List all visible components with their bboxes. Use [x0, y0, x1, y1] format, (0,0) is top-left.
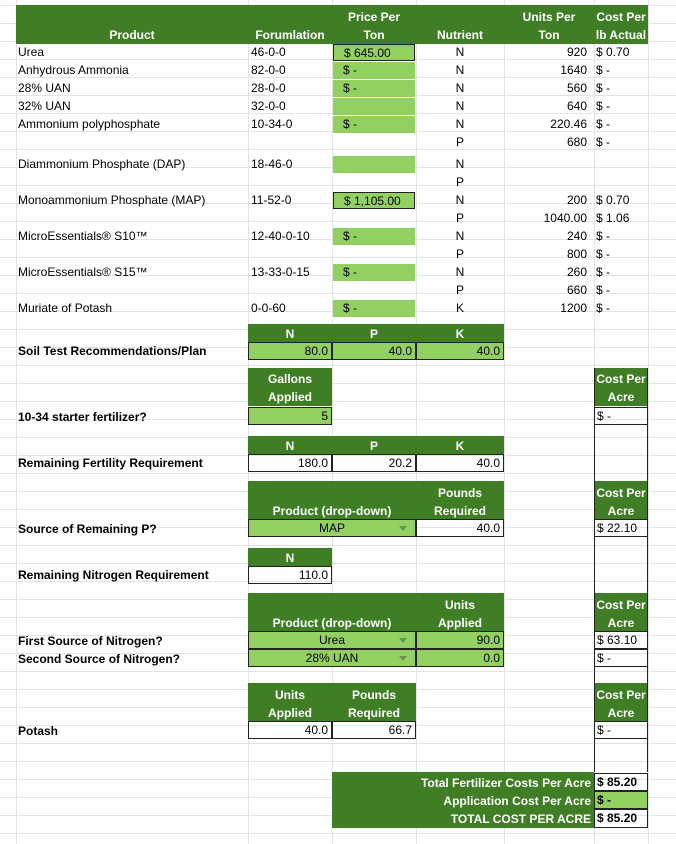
app-cost-input[interactable]: $ - [594, 791, 648, 809]
grid-row-line [0, 383, 676, 384]
product-units: 260 [566, 265, 587, 279]
product-units: 1640 [560, 63, 587, 77]
rem-n-label: Remaining Nitrogen Requirement [18, 568, 209, 582]
potash-cost-1: Cost Per [596, 688, 646, 702]
header-price-2: Ton [363, 28, 385, 42]
product-name: MicroEssentials® S15™ [18, 265, 148, 279]
starter-cost-2: Acre [607, 390, 635, 404]
product-cost: $ - [596, 283, 611, 297]
grid-col-line [16, 0, 17, 844]
product-name: MicroEssentials® S10™ [18, 229, 148, 243]
total-fert-value: $ 85.20 [594, 773, 648, 791]
product-formulation: 13-33-0-15 [251, 265, 310, 279]
product-nutrient: P [455, 175, 464, 189]
source-p-pounds-value: 40.0 [416, 519, 504, 537]
grid-row-line [0, 761, 676, 762]
product-price-input[interactable]: $ - [333, 228, 415, 245]
remaining-p-value: 20.2 [332, 454, 416, 472]
product-name: Ammonium polyphosphate [18, 117, 161, 131]
product-name: Anhydrous Ammonia [18, 63, 129, 77]
source-p-cost-value: $ 22.10 [594, 519, 648, 537]
starter-gallons-2: Applied [268, 390, 312, 404]
product-formulation: 46-0-0 [251, 45, 286, 59]
product-cost: $ - [596, 117, 611, 131]
product-nutrient: N [455, 157, 465, 171]
product-formulation: 10-34-0 [251, 117, 293, 131]
nitrogen-units-1: Units [445, 598, 475, 612]
potash-cost-2: Acre [607, 706, 635, 720]
second-n-cost-value: $ - [594, 649, 648, 667]
grid-col-line [648, 0, 649, 844]
product-nutrient: P [455, 135, 464, 149]
product-cost: $ - [596, 301, 611, 315]
starter-gallons-input[interactable]: 5 [248, 407, 332, 425]
product-units: 1200 [560, 301, 587, 315]
product-nutrient: N [455, 63, 465, 77]
total-cost-value: $ 85.20 [594, 809, 648, 828]
starter-cost-1: Cost Per [596, 372, 646, 386]
header-nutrient: Nutrient [437, 28, 483, 42]
second-n-label: Second Source of Nitrogen? [18, 652, 181, 666]
product-units: 920 [566, 45, 587, 59]
first-n-label: First Source of Nitrogen? [18, 634, 163, 648]
product-cost: $ 0.70 [596, 193, 630, 207]
header-units-2: Ton [538, 28, 560, 42]
product-nutrient: K [455, 301, 464, 315]
product-nutrient: N [455, 265, 465, 279]
product-nutrient: N [455, 99, 465, 113]
source-p-label: Source of Remaining P? [18, 522, 157, 536]
nitrogen-cost-1: Cost Per [596, 598, 646, 612]
product-cost: $ 0.70 [596, 45, 630, 59]
second-n-units-input[interactable]: 0.0 [416, 649, 504, 667]
soil-p-header: P [369, 327, 378, 341]
total-fert-label: Total Fertilizer Costs Per Acre [420, 776, 591, 790]
nitrogen-cost-2: Acre [607, 616, 635, 630]
product-nutrient: N [455, 229, 465, 243]
grid-row-line [0, 365, 676, 366]
starter-label: 10-34 starter fertilizer? [18, 410, 147, 424]
source-p-product-header: Product (drop-down) [272, 504, 392, 518]
product-price-input[interactable]: $ - [333, 116, 415, 133]
potash-pounds-2: Required [347, 706, 400, 720]
source-p-pounds-1: Pounds [438, 486, 482, 500]
product-price-input[interactable]: $ - [333, 264, 415, 281]
product-units: 800 [566, 247, 587, 261]
product-price-input[interactable]: $ 645.00 [333, 44, 415, 61]
header-units-1: Units Per [522, 10, 576, 24]
soil-k-input[interactable]: 40.0 [416, 342, 504, 360]
product-units: 680 [566, 135, 587, 149]
product-name: Monoammonium Phosphate (MAP) [18, 193, 206, 207]
nitrogen-units-2: Applied [438, 616, 482, 630]
product-units: 560 [566, 81, 587, 95]
product-nutrient: N [455, 81, 465, 95]
product-cost: $ - [596, 229, 611, 243]
first-n-units-input[interactable]: 90.0 [416, 631, 504, 649]
product-name: 32% UAN [18, 99, 71, 113]
source-p-dropdown[interactable]: MAP [248, 519, 416, 537]
product-cost: $ - [596, 265, 611, 279]
product-price-input[interactable]: $ - [333, 62, 415, 79]
product-formulation: 82-0-0 [251, 63, 286, 77]
product-name: Muriate of Potash [18, 301, 113, 315]
product-cost: $ - [596, 99, 611, 113]
product-name: Urea [18, 45, 45, 59]
product-price-input[interactable]: $ 1,105.00 [333, 192, 415, 209]
remaining-n-header: N [285, 439, 295, 453]
nitrogen-product-header: Product (drop-down) [272, 616, 392, 630]
remaining-p-header: P [369, 439, 378, 453]
product-units: 240 [566, 229, 587, 243]
potash-units-input[interactable]: 40.0 [248, 721, 332, 739]
soil-n-input[interactable]: 80.0 [248, 342, 332, 360]
soil-p-input[interactable]: 40.0 [332, 342, 416, 360]
grid-row-line [0, 833, 676, 834]
grid-row-line [0, 185, 676, 186]
potash-units-2: Applied [268, 706, 312, 720]
product-formulation: 32-0-0 [251, 99, 286, 113]
remaining-k-value: 40.0 [416, 454, 504, 472]
soil-n-header: N [285, 327, 295, 341]
remaining-n-value: 180.0 [248, 454, 332, 472]
header-price-1: Price Per [347, 10, 401, 24]
cost-column-border [594, 368, 648, 772]
product-formulation: 11-52-0 [251, 193, 292, 207]
grid-row-line [0, 545, 676, 546]
product-units: 200 [566, 193, 587, 207]
soil-label: Soil Test Recommendations/Plan [18, 344, 207, 358]
rem-n-header: N [285, 551, 295, 565]
product-cost: $ - [596, 63, 611, 77]
remaining-k-header: K [455, 439, 465, 453]
grid-row-line [0, 671, 676, 672]
potash-pounds-1: Pounds [352, 688, 396, 702]
starter-gallons-1: Gallons [267, 372, 312, 386]
product-formulation: 28-0-0 [251, 81, 286, 95]
first-n-dropdown[interactable]: Urea [248, 631, 416, 649]
product-cost: $ - [596, 81, 611, 95]
product-nutrient: N [455, 117, 465, 131]
product-price-input[interactable]: $ - [333, 80, 415, 97]
header-product: Product [109, 28, 155, 42]
product-formulation: 12-40-0-10 [251, 229, 310, 243]
header-cost-1: Cost Per [596, 10, 646, 24]
product-units: 640 [566, 99, 587, 113]
product-price-input[interactable] [333, 98, 415, 115]
source-p-cost-1: Cost Per [596, 486, 646, 500]
source-p-cost-2: Acre [607, 504, 635, 518]
product-formulation: 18-46-0 [251, 157, 293, 171]
product-formulation: 0-0-60 [251, 301, 286, 315]
soil-k-header: K [455, 327, 465, 341]
grid-row-line [0, 473, 676, 474]
product-cost: $ - [596, 247, 611, 261]
product-units: 1040.00 [543, 211, 587, 225]
product-name: Diammonium Phosphate (DAP) [18, 157, 186, 171]
product-nutrient: P [455, 247, 464, 261]
product-nutrient: N [455, 45, 465, 59]
product-nutrient: P [455, 283, 464, 297]
second-n-dropdown[interactable]: 28% UAN [248, 649, 416, 667]
potash-units-1: Units [275, 688, 305, 702]
rem-n-value: 110.0 [248, 566, 332, 584]
product-units: 660 [566, 283, 587, 297]
product-price-input[interactable] [333, 156, 415, 173]
remaining-label: Remaining Fertility Requirement [18, 456, 203, 470]
total-cost-label: TOTAL COST PER ACRE [450, 812, 591, 826]
product-units: 220.46 [550, 117, 587, 131]
app-cost-label: Application Cost Per Acre [443, 794, 591, 808]
header-formulation: Forumlation [255, 28, 325, 42]
potash-pounds-value: 66.7 [332, 721, 416, 739]
product-price-input[interactable]: $ - [333, 300, 415, 317]
first-n-cost-value: $ 63.10 [594, 631, 648, 649]
grid-row-line [0, 401, 676, 402]
source-p-pounds-2: Required [433, 504, 486, 518]
grid-row-line [0, 563, 676, 564]
product-cost: $ 1.06 [596, 211, 630, 225]
product-cost: $ - [596, 135, 611, 149]
grid-row-line [0, 743, 676, 744]
product-nutrient: N [455, 193, 465, 207]
header-cost-2: lb Actual [595, 28, 647, 42]
potash-cost-value: $ - [594, 721, 648, 739]
product-name: 28% UAN [18, 81, 71, 95]
potash-label: Potash [18, 724, 59, 738]
starter-cost-value: $ - [594, 407, 648, 425]
product-nutrient: P [455, 211, 464, 225]
